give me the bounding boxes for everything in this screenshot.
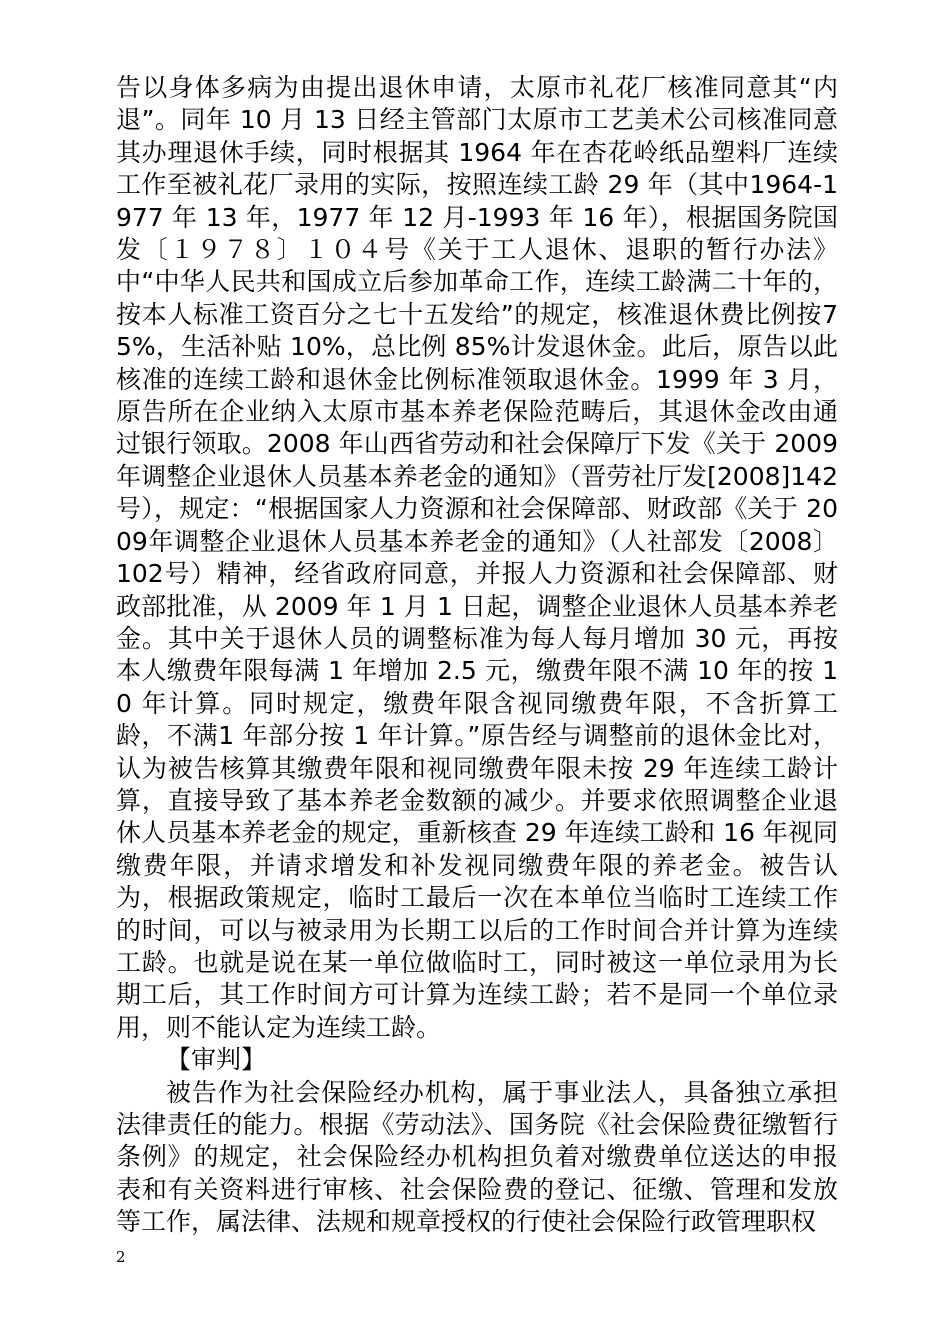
paragraph-facts-continued: 告以身体多病为由提出退休申请，太原市礼花厂核准同意其“内退”。同年 10 月 13 日经主管部门太原市工艺美术公司核准同意其办理退休手续，同时根据其 1964 年在杏花岭纸品塑料厂连续工作至被礼花厂录用的实际，按照连续工龄 29 年（其中1964-1977 年 13 年，1977 年 12 月-1993 年 16 年），根据国务院国发〔１９７８〕１０４号《关于工人退休、退职的暂行办法》中“中华人民共和国成立后参加革命工作，连续工龄满二十年的，按本人标准工资百分之七十五发给”的规定，核准退休费比例按75%，生活补贴 10%，总比例 85%计发退休金。此后，原告以此核准的连续工龄和退休金比例标准领取退休金。1999 年 3 月，原告所在企业纳入太原市基本养老保险范畴后，其退休金改由通过银行领取。2008 年山西省劳动和社会保障厅下发《关于 2009年调整企业退休人员基本养老金的通知》（晋劳社厅发[2008]142号），规定：“根据国家人力资源和社会保障部、财政部《关于 2009年调整企业退休人员基本养老金的通知》（人社部发〔2008〕102号）精神，经省政府同意，并报人力资源和社会保障部、财政部批准，从 2009 年 1 月 1 日起，调整企业退休人员基本养老金。其中关于退休人员的调整标准为每人每月增加 30 元，再按本人缴费年限每满 1 年增加 2.5 元，缴费年限不满 10 年的按 10 年计算。同时规定，缴费年限含视同缴费年限，不含折算工龄，不满1 年部分按 1 年计算。”原告经与调整前的退休金比对，认为被告核算其缴费年限和视同缴费年限未按 29 年连续工龄计算，直接导致了基本养老金数额的减少。并要求依照调整企业退休人员基本养老金的规定，重新核查 29 年连续工龄和 16 年视同缴费年限，并请求增发和补发视同缴费年限的养老金。被告认为，根据政策规定，临时工最后一次在本单位当临时工连续工作的时间，可以与被录用为长期工以后的工作时间合并计算为连续工龄。也就是说在某一单位做临时工，同时被这一单位录用为长期工后，其工作时间方可计算为连续工龄；若不是同一个单位录用，则不能认定为连续工龄。 xyxy=(116,73,838,1042)
section-heading-judgment: 【审判】 xyxy=(166,1045,267,1075)
paragraph-judgment: 被告作为社会保险经办机构，属于事业法人，具备独立承担法律责任的能力。根据《劳动法》、国务院《社会保险费征缴暂行条例》的规定，社会保险经办机构担负着对缴费单位送达的申报表和有关资料进行审核、社会保险费的登记、征缴、管理和发放等工作，属法律、法规和规章授权的行使社会保险行政管理职权 xyxy=(116,1077,838,1237)
document-body xyxy=(116,72,838,1239)
page-number: 2 xyxy=(116,1248,126,1266)
